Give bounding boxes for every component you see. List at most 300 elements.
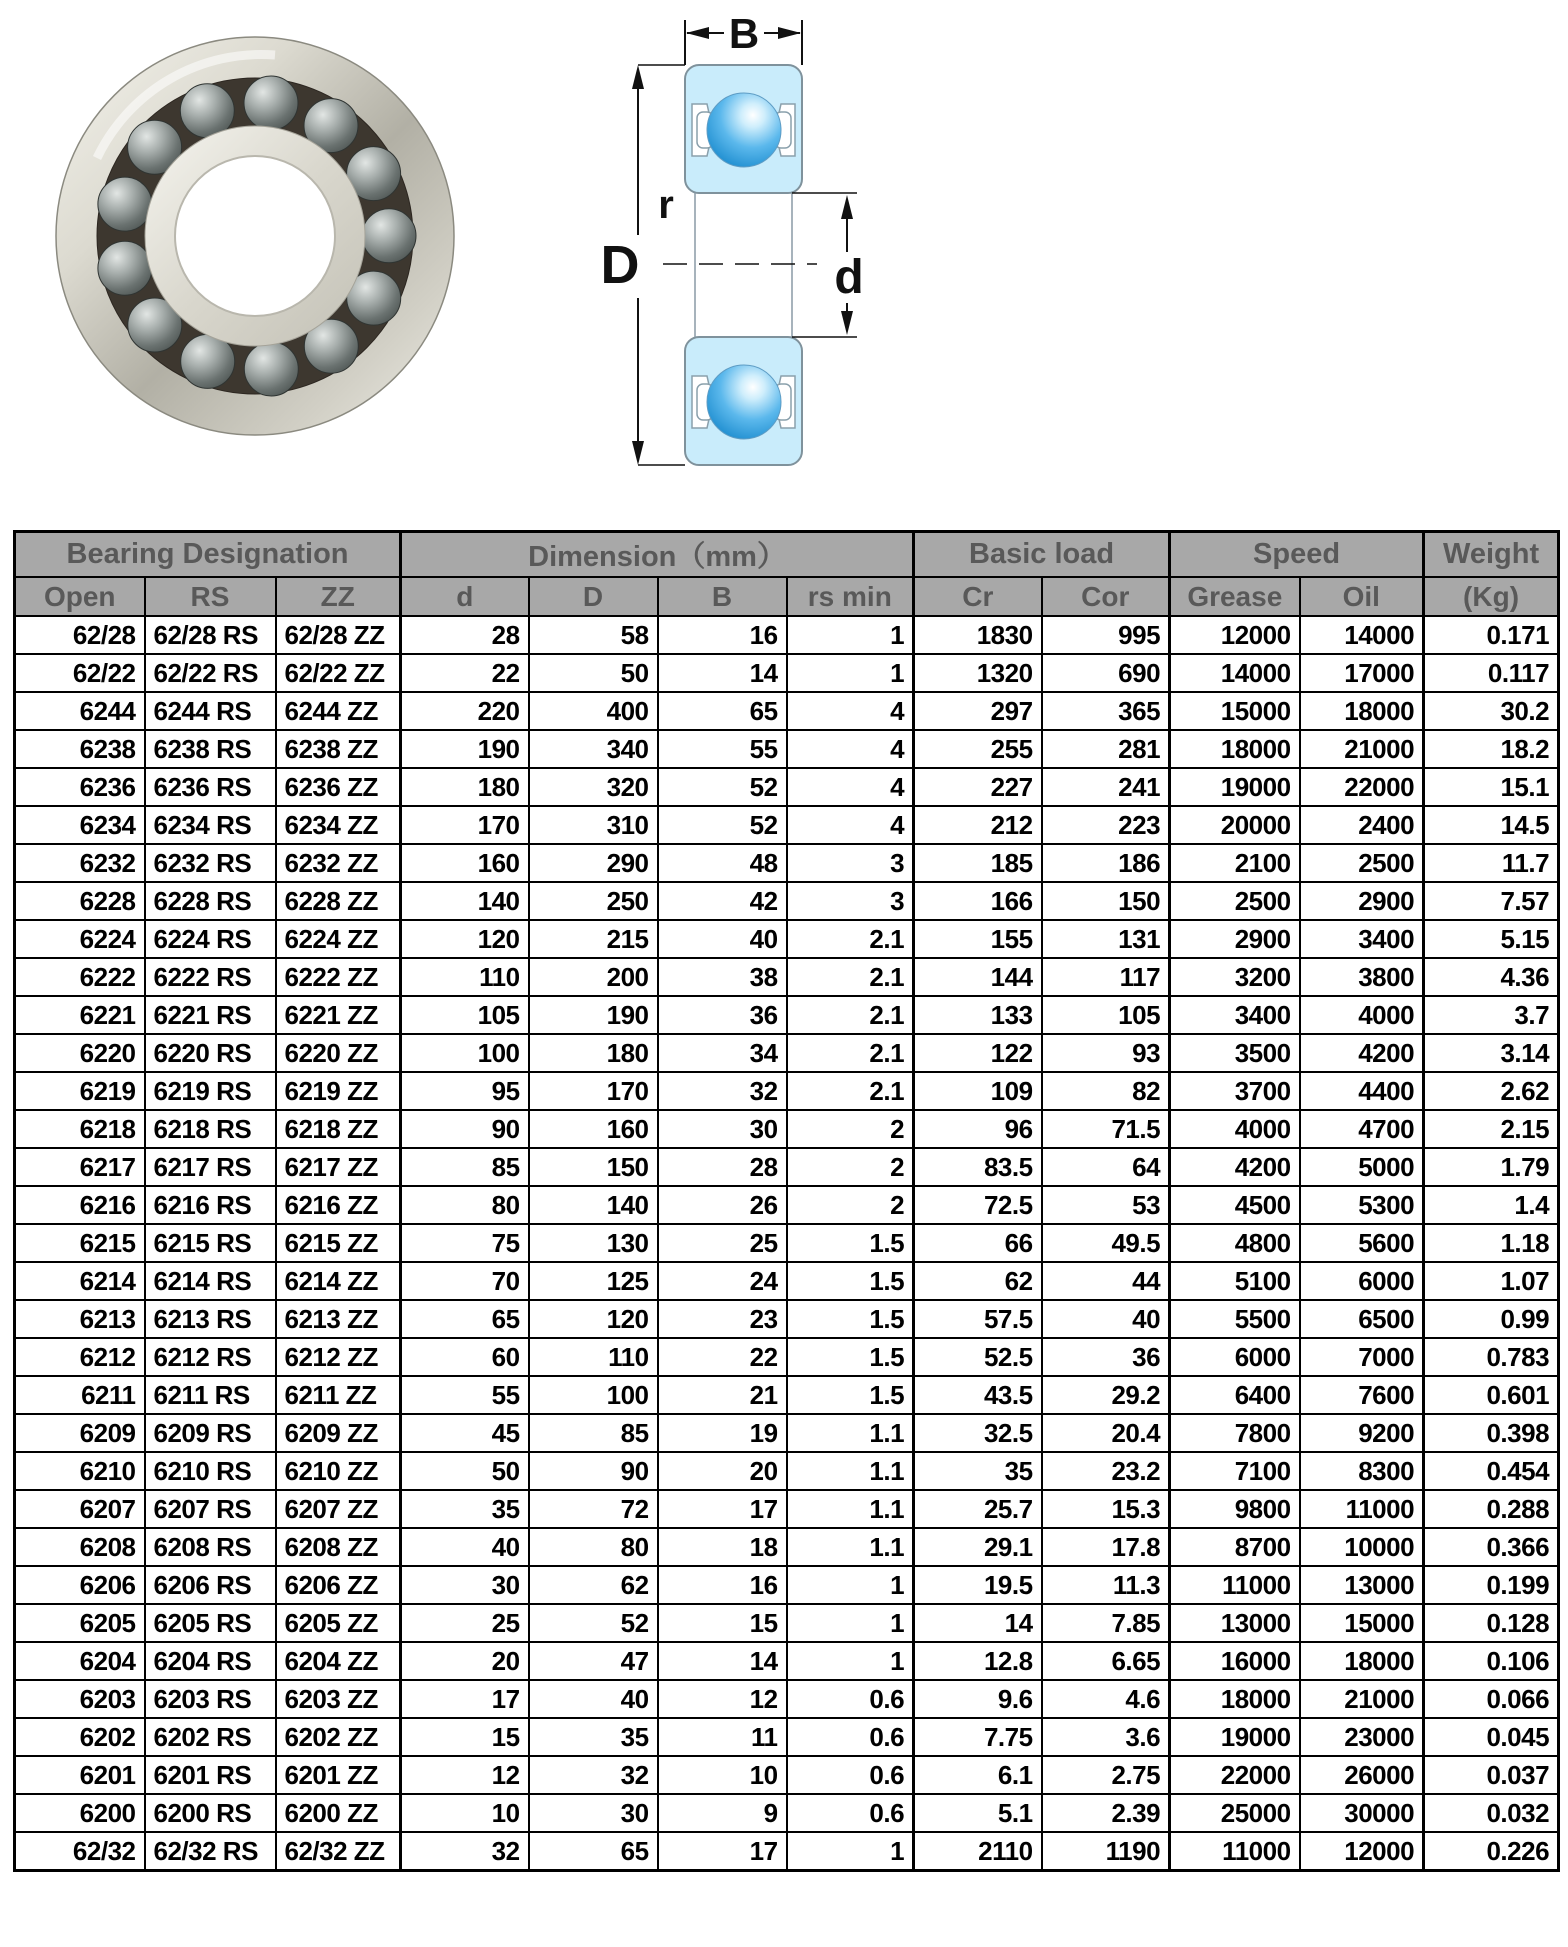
table-cell: 995 <box>1042 616 1170 654</box>
table-cell: 2.1 <box>787 1072 914 1110</box>
table-cell: 3700 <box>1170 1072 1300 1110</box>
spec-table <box>13 530 1560 1872</box>
table-cell: 4.6 <box>1042 1680 1170 1718</box>
table-cell: 6224 <box>15 920 145 958</box>
table-cell: 144 <box>914 958 1042 996</box>
table-cell: 4700 <box>1300 1110 1424 1148</box>
table-cell: 6200 ZZ <box>276 1794 401 1832</box>
table-cell: 4 <box>787 730 914 768</box>
d-arrow-bottom <box>841 311 853 335</box>
table-cell: 6217 ZZ <box>276 1148 401 1186</box>
table-cell: 6217 <box>15 1148 145 1186</box>
table-cell: 6217 RS <box>145 1148 276 1186</box>
table-cell: 60 <box>401 1338 529 1376</box>
table-cell: 82 <box>1042 1072 1170 1110</box>
table-cell: 50 <box>529 654 658 692</box>
table-cell: 6212 <box>15 1338 145 1376</box>
table-cell: 6209 RS <box>145 1414 276 1452</box>
table-cell: 30.2 <box>1424 692 1559 730</box>
table-cell: 6219 ZZ <box>276 1072 401 1110</box>
table-cell: 140 <box>401 882 529 920</box>
cross-section-svg <box>460 0 880 480</box>
table-row <box>15 1642 1559 1680</box>
table-cell: 29.1 <box>914 1528 1042 1566</box>
table-cell: 6201 ZZ <box>276 1756 401 1794</box>
column-header-zz: ZZ <box>276 577 401 616</box>
table-cell: 290 <box>529 844 658 882</box>
table-cell: 1830 <box>914 616 1042 654</box>
group-header-1: Dimension（mm） <box>401 532 914 578</box>
table-cell: 6207 RS <box>145 1490 276 1528</box>
table-cell: 6201 RS <box>145 1756 276 1794</box>
table-cell: 38 <box>658 958 787 996</box>
table-cell: 160 <box>401 844 529 882</box>
table-cell: 0.454 <box>1424 1452 1559 1490</box>
table-cell: 6208 RS <box>145 1528 276 1566</box>
table-cell: 6205 <box>15 1604 145 1642</box>
table-cell: 6400 <box>1170 1376 1300 1414</box>
table-cell: 6205 ZZ <box>276 1604 401 1642</box>
table-cell: 215 <box>529 920 658 958</box>
table-cell: 14000 <box>1300 616 1424 654</box>
table-cell: 35 <box>529 1718 658 1756</box>
table-row <box>15 1072 1559 1110</box>
table-cell: 2.1 <box>787 996 914 1034</box>
table-cell: 241 <box>1042 768 1170 806</box>
table-cell: 11000 <box>1170 1832 1300 1871</box>
table-cell: 6.1 <box>914 1756 1042 1794</box>
table-cell: 2.1 <box>787 958 914 996</box>
table-cell: 1.1 <box>787 1452 914 1490</box>
bearing-ball <box>98 177 152 231</box>
table-cell: 52.5 <box>914 1338 1042 1376</box>
bearing-ball <box>244 342 298 396</box>
table-cell: 6221 <box>15 996 145 1034</box>
table-cell: 6219 RS <box>145 1072 276 1110</box>
table-cell: 65 <box>401 1300 529 1338</box>
table-cell: 4200 <box>1170 1148 1300 1186</box>
table-row <box>15 1224 1559 1262</box>
table-cell: 15.1 <box>1424 768 1559 806</box>
column-header-cr: Cr <box>914 577 1042 616</box>
table-cell: 6218 RS <box>145 1110 276 1148</box>
table-cell: 400 <box>529 692 658 730</box>
column-header-open: Open <box>15 577 145 616</box>
table-cell: 1.5 <box>787 1224 914 1262</box>
table-cell: 48 <box>658 844 787 882</box>
table-cell: 3.7 <box>1424 996 1559 1034</box>
top-section <box>685 65 802 193</box>
table-row <box>15 1756 1559 1794</box>
table-cell: 6236 RS <box>145 768 276 806</box>
table-cell: 1.79 <box>1424 1148 1559 1186</box>
table-cell: 44 <box>1042 1262 1170 1300</box>
table-cell: 19 <box>658 1414 787 1452</box>
table-cell: 34 <box>658 1034 787 1072</box>
table-cell: 6224 RS <box>145 920 276 958</box>
table-cell: 62/28 RS <box>145 616 276 654</box>
table-cell: 19000 <box>1170 1718 1300 1756</box>
table-cell: 22000 <box>1170 1756 1300 1794</box>
table-cell: 1 <box>787 654 914 692</box>
table-cell: 62/32 <box>15 1832 145 1871</box>
table-cell: 255 <box>914 730 1042 768</box>
table-cell: 180 <box>529 1034 658 1072</box>
table-cell: 1.5 <box>787 1338 914 1376</box>
column-header-rs-min: rs min <box>787 577 914 616</box>
table-cell: 49.5 <box>1042 1224 1170 1262</box>
table-cell: 6213 RS <box>145 1300 276 1338</box>
table-cell: 0.6 <box>787 1680 914 1718</box>
table-cell: 2900 <box>1300 882 1424 920</box>
table-cell: 5.15 <box>1424 920 1559 958</box>
table-row <box>15 996 1559 1034</box>
table-cell: 1.18 <box>1424 1224 1559 1262</box>
bore <box>175 156 335 316</box>
table-cell: 1.1 <box>787 1490 914 1528</box>
table-cell: 6000 <box>1300 1262 1424 1300</box>
table-cell: 14 <box>658 1642 787 1680</box>
table-cell: 4 <box>787 806 914 844</box>
table-cell: 11000 <box>1170 1566 1300 1604</box>
table-cell: 6216 RS <box>145 1186 276 1224</box>
table-cell: 2 <box>787 1110 914 1148</box>
table-cell: 4500 <box>1170 1186 1300 1224</box>
table-cell: 5500 <box>1170 1300 1300 1338</box>
table-cell: 1.1 <box>787 1414 914 1452</box>
table-cell: 131 <box>1042 920 1170 958</box>
bearing-cross-section-diagram <box>460 0 880 480</box>
table-row <box>15 692 1559 730</box>
table-group-header-row <box>15 532 1559 578</box>
table-cell: 29.2 <box>1042 1376 1170 1414</box>
table-cell: 0.199 <box>1424 1566 1559 1604</box>
table-cell: 4 <box>787 768 914 806</box>
table-row <box>15 616 1559 654</box>
column-header-d: d <box>401 577 529 616</box>
table-cell: 17 <box>658 1832 787 1871</box>
table-cell: 100 <box>401 1034 529 1072</box>
table-cell: 3400 <box>1300 920 1424 958</box>
table-cell: 52 <box>658 806 787 844</box>
table-cell: 62/32 ZZ <box>276 1832 401 1871</box>
table-cell: 0.288 <box>1424 1490 1559 1528</box>
table-cell: 36 <box>1042 1338 1170 1376</box>
table-cell: 12 <box>658 1680 787 1718</box>
table-cell: 53 <box>1042 1186 1170 1224</box>
table-cell: 71.5 <box>1042 1110 1170 1148</box>
table-cell: 3 <box>787 844 914 882</box>
table-row <box>15 882 1559 920</box>
table-cell: 4000 <box>1300 996 1424 1034</box>
table-cell: 25 <box>401 1604 529 1642</box>
table-cell: 19000 <box>1170 768 1300 806</box>
bearing-ball <box>98 241 152 295</box>
table-cell: 14000 <box>1170 654 1300 692</box>
table-cell: 58 <box>529 616 658 654</box>
table-cell: 6234 RS <box>145 806 276 844</box>
table-cell: 2100 <box>1170 844 1300 882</box>
table-row <box>15 730 1559 768</box>
table-cell: 6224 ZZ <box>276 920 401 958</box>
table-cell: 150 <box>529 1148 658 1186</box>
table-cell: 3500 <box>1170 1034 1300 1072</box>
table-cell: 6200 <box>15 1794 145 1832</box>
column-header-grease: Grease <box>1170 577 1300 616</box>
table-cell: 2.62 <box>1424 1072 1559 1110</box>
table-cell: 17 <box>658 1490 787 1528</box>
table-cell: 5000 <box>1300 1148 1424 1186</box>
table-cell: 166 <box>914 882 1042 920</box>
table-cell: 6214 <box>15 1262 145 1300</box>
table-cell: 6207 ZZ <box>276 1490 401 1528</box>
table-cell: 7600 <box>1300 1376 1424 1414</box>
table-cell: 6232 <box>15 844 145 882</box>
group-header-4: Weight <box>1424 532 1559 578</box>
table-cell: 117 <box>1042 958 1170 996</box>
table-cell: 10 <box>658 1756 787 1794</box>
table-cell: 35 <box>914 1452 1042 1490</box>
table-cell: 0.6 <box>787 1718 914 1756</box>
table-cell: 105 <box>401 996 529 1034</box>
table-cell: 6210 ZZ <box>276 1452 401 1490</box>
table-row <box>15 1110 1559 1148</box>
table-cell: 90 <box>401 1110 529 1148</box>
table-cell: 140 <box>529 1186 658 1224</box>
table-cell: 6216 ZZ <box>276 1186 401 1224</box>
table-cell: 13000 <box>1300 1566 1424 1604</box>
table-cell: 250 <box>529 882 658 920</box>
table-cell: 133 <box>914 996 1042 1034</box>
table-cell: 185 <box>914 844 1042 882</box>
table-cell: 0.045 <box>1424 1718 1559 1756</box>
bearing-ball <box>244 76 298 130</box>
table-cell: 28 <box>401 616 529 654</box>
table-cell: 365 <box>1042 692 1170 730</box>
table-cell: 4400 <box>1300 1072 1424 1110</box>
table-cell: 32 <box>529 1756 658 1794</box>
column-header--kg-: (Kg) <box>1424 577 1559 616</box>
table-cell: 72 <box>529 1490 658 1528</box>
table-body <box>15 616 1559 1871</box>
table-cell: 12.8 <box>914 1642 1042 1680</box>
table-cell: 6204 <box>15 1642 145 1680</box>
table-cell: 70 <box>401 1262 529 1300</box>
table-cell: 21000 <box>1300 730 1424 768</box>
table-column-header-row <box>15 577 1559 616</box>
table-cell: 6203 <box>15 1680 145 1718</box>
table-cell: 186 <box>1042 844 1170 882</box>
table-cell: 7.75 <box>914 1718 1042 1756</box>
column-header-d: D <box>529 577 658 616</box>
table-row <box>15 1566 1559 1604</box>
table-cell: 320 <box>529 768 658 806</box>
table-cell: 170 <box>401 806 529 844</box>
table-cell: 16 <box>658 616 787 654</box>
table-cell: 6238 RS <box>145 730 276 768</box>
table-cell: 2 <box>787 1186 914 1224</box>
b-arrow-left <box>686 27 709 39</box>
table-cell: 23.2 <box>1042 1452 1170 1490</box>
table-cell: 15 <box>658 1604 787 1642</box>
table-cell: 2.75 <box>1042 1756 1170 1794</box>
spec-table-container <box>13 530 1557 1872</box>
table-cell: 18000 <box>1170 1680 1300 1718</box>
table-cell: 9 <box>658 1794 787 1832</box>
table-cell: 6204 RS <box>145 1642 276 1680</box>
table-cell: 6221 ZZ <box>276 996 401 1034</box>
table-cell: 0.366 <box>1424 1528 1559 1566</box>
table-cell: 3200 <box>1170 958 1300 996</box>
table-cell: 6244 <box>15 692 145 730</box>
table-cell: 180 <box>401 768 529 806</box>
table-cell: 120 <box>401 920 529 958</box>
table-cell: 6215 ZZ <box>276 1224 401 1262</box>
table-cell: 7100 <box>1170 1452 1300 1490</box>
table-cell: 1 <box>787 1642 914 1680</box>
table-cell: 0.128 <box>1424 1604 1559 1642</box>
table-cell: 6206 RS <box>145 1566 276 1604</box>
table-cell: 1 <box>787 1832 914 1871</box>
table-cell: 45 <box>401 1414 529 1452</box>
table-cell: 6211 RS <box>145 1376 276 1414</box>
table-cell: 15 <box>401 1718 529 1756</box>
table-cell: 6206 ZZ <box>276 1566 401 1604</box>
table-cell: 9.6 <box>914 1680 1042 1718</box>
table-cell: 0.398 <box>1424 1414 1559 1452</box>
table-cell: 1.5 <box>787 1262 914 1300</box>
table-cell: 6200 RS <box>145 1794 276 1832</box>
table-row <box>15 1718 1559 1756</box>
table-cell: 2 <box>787 1148 914 1186</box>
table-row <box>15 768 1559 806</box>
table-cell: 85 <box>529 1414 658 1452</box>
table-cell: 83.5 <box>914 1148 1042 1186</box>
table-cell: 26 <box>658 1186 787 1224</box>
table-cell: 109 <box>914 1072 1042 1110</box>
table-cell: 100 <box>529 1376 658 1414</box>
table-cell: 72.5 <box>914 1186 1042 1224</box>
bearing-ball <box>362 209 416 263</box>
table-cell: 6212 RS <box>145 1338 276 1376</box>
table-cell: 6222 RS <box>145 958 276 996</box>
table-cell: 0.032 <box>1424 1794 1559 1832</box>
table-cell: 6208 <box>15 1528 145 1566</box>
table-cell: 155 <box>914 920 1042 958</box>
table-cell: 6222 ZZ <box>276 958 401 996</box>
table-cell: 14 <box>914 1604 1042 1642</box>
table-cell: 50 <box>401 1452 529 1490</box>
table-cell: 11.7 <box>1424 844 1559 882</box>
table-cell: 11 <box>658 1718 787 1756</box>
table-row <box>15 1832 1559 1871</box>
table-cell: 62 <box>914 1262 1042 1300</box>
table-row <box>15 806 1559 844</box>
table-cell: 40 <box>529 1680 658 1718</box>
table-cell: 6232 RS <box>145 844 276 882</box>
table-cell: 6244 ZZ <box>276 692 401 730</box>
table-cell: 6203 RS <box>145 1680 276 1718</box>
table-cell: 32 <box>658 1072 787 1110</box>
table-cell: 5300 <box>1300 1186 1424 1224</box>
table-cell: 6220 <box>15 1034 145 1072</box>
table-cell: 42 <box>658 882 787 920</box>
table-cell: 62/22 RS <box>145 654 276 692</box>
table-cell: 25000 <box>1170 1794 1300 1832</box>
table-cell: 6213 ZZ <box>276 1300 401 1338</box>
table-cell: 17000 <box>1300 654 1424 692</box>
table-cell: 12000 <box>1170 616 1300 654</box>
table-cell: 22 <box>658 1338 787 1376</box>
table-cell: 6.65 <box>1042 1642 1170 1680</box>
table-cell: 7.85 <box>1042 1604 1170 1642</box>
table-cell: 227 <box>914 768 1042 806</box>
table-cell: 30000 <box>1300 1794 1424 1832</box>
table-cell: 6236 ZZ <box>276 768 401 806</box>
table-cell: 6209 ZZ <box>276 1414 401 1452</box>
table-row <box>15 1604 1559 1642</box>
table-cell: 200 <box>529 958 658 996</box>
table-cell: 15000 <box>1300 1604 1424 1642</box>
b-label: B <box>728 10 760 57</box>
table-cell: 20000 <box>1170 806 1300 844</box>
table-cell: 6244 RS <box>145 692 276 730</box>
table-row <box>15 1794 1559 1832</box>
column-header-oil: Oil <box>1300 577 1424 616</box>
table-cell: 3800 <box>1300 958 1424 996</box>
table-cell: 1 <box>787 1566 914 1604</box>
table-cell: 10000 <box>1300 1528 1424 1566</box>
table-cell: 1.1 <box>787 1528 914 1566</box>
table-cell: 160 <box>529 1110 658 1148</box>
table-cell: 20 <box>401 1642 529 1680</box>
table-cell: 23 <box>658 1300 787 1338</box>
table-cell: 62/22 <box>15 654 145 692</box>
table-cell: 4000 <box>1170 1110 1300 1148</box>
table-cell: 130 <box>529 1224 658 1262</box>
table-cell: 12 <box>401 1756 529 1794</box>
table-cell: 6211 ZZ <box>276 1376 401 1414</box>
table-cell: 1.4 <box>1424 1186 1559 1224</box>
table-cell: 6207 <box>15 1490 145 1528</box>
table-cell: 220 <box>401 692 529 730</box>
table-cell: 2.39 <box>1042 1794 1170 1832</box>
table-cell: 85 <box>401 1148 529 1186</box>
table-cell: 25 <box>658 1224 787 1262</box>
table-cell: 14.5 <box>1424 806 1559 844</box>
table-cell: 22 <box>401 654 529 692</box>
table-cell: 40 <box>401 1528 529 1566</box>
table-cell: 3.14 <box>1424 1034 1559 1072</box>
table-cell: 30 <box>658 1110 787 1148</box>
table-cell: 6218 <box>15 1110 145 1148</box>
bearing-photo-image <box>45 18 465 448</box>
table-cell: 6209 <box>15 1414 145 1452</box>
table-cell: 2.15 <box>1424 1110 1559 1148</box>
table-cell: 110 <box>529 1338 658 1376</box>
table-cell: 80 <box>529 1528 658 1566</box>
table-cell: 6202 RS <box>145 1718 276 1756</box>
column-header-cor: Cor <box>1042 577 1170 616</box>
table-cell: 32 <box>401 1832 529 1871</box>
table-cell: 62/22 ZZ <box>276 654 401 692</box>
table-cell: 5600 <box>1300 1224 1424 1262</box>
outer-diameter-label: D <box>600 235 640 295</box>
table-row <box>15 1338 1559 1376</box>
table-cell: 3 <box>787 882 914 920</box>
table-cell: 8300 <box>1300 1452 1424 1490</box>
table-cell: 6202 <box>15 1718 145 1756</box>
